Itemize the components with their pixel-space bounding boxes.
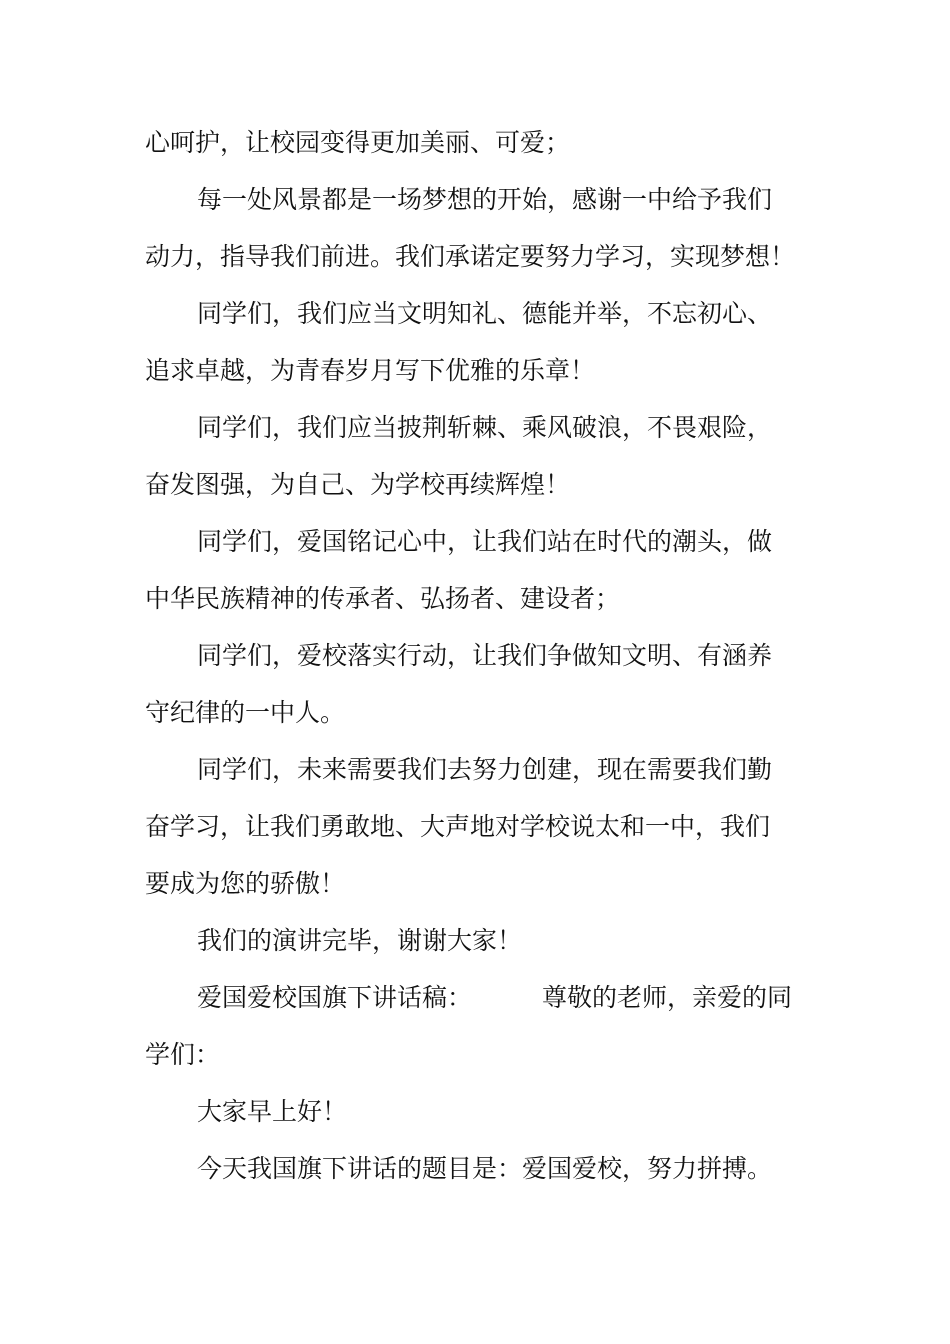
text-line: 同学们，爱校落实行动，让我们争做知文明、有涵养 <box>197 641 773 670</box>
text-line <box>197 983 792 1013</box>
text-line: 心呵护，让校园变得更加美丽、可爱； <box>145 128 571 157</box>
text-line: 今天我国旗下讲话的题目是：爱国爱校，努力拼搏。 <box>197 1154 773 1183</box>
text-line: 大家早上好！ <box>197 1097 348 1126</box>
text-line: 奋学习，让我们勇敢地、大声地对学校说太和一中，我们 <box>145 812 771 841</box>
speech-title: 爱国爱校国旗下讲话稿： <box>197 983 473 1012</box>
text-line: 我们的演讲完毕，谢谢大家！ <box>197 926 523 955</box>
text-line: 中华民族精神的传承者、弘扬者、建设者； <box>145 584 621 613</box>
text-line: 奋发图强，为自己、为学校再续辉煌！ <box>145 470 571 499</box>
text-line: 同学们，爱国铭记心中，让我们站在时代的潮头，做 <box>197 527 773 556</box>
text-line: 同学们，我们应当披荆斩棘、乘风破浪，不畏艰险， <box>197 413 773 442</box>
text-line: 追求卓越，为青春岁月写下优雅的乐章！ <box>145 356 596 385</box>
text-line: 动力，指导我们前进。我们承诺定要努力学习，实现梦想！ <box>145 242 796 271</box>
text-line: 学们： <box>145 1040 221 1069</box>
text-line: 同学们，我们应当文明知礼、德能并举，不忘初心、 <box>197 299 773 328</box>
text-line: 同学们，未来需要我们去努力创建，现在需要我们勤 <box>197 755 773 784</box>
text-line: 守纪律的一中人。 <box>145 698 346 727</box>
text-line: 要成为您的骄傲！ <box>145 869 346 898</box>
text-line: 每一处风景都是一场梦想的开始，感谢一中给予我们 <box>197 185 773 214</box>
salutation: 尊敬的老师，亲爱的同 <box>542 983 793 1012</box>
